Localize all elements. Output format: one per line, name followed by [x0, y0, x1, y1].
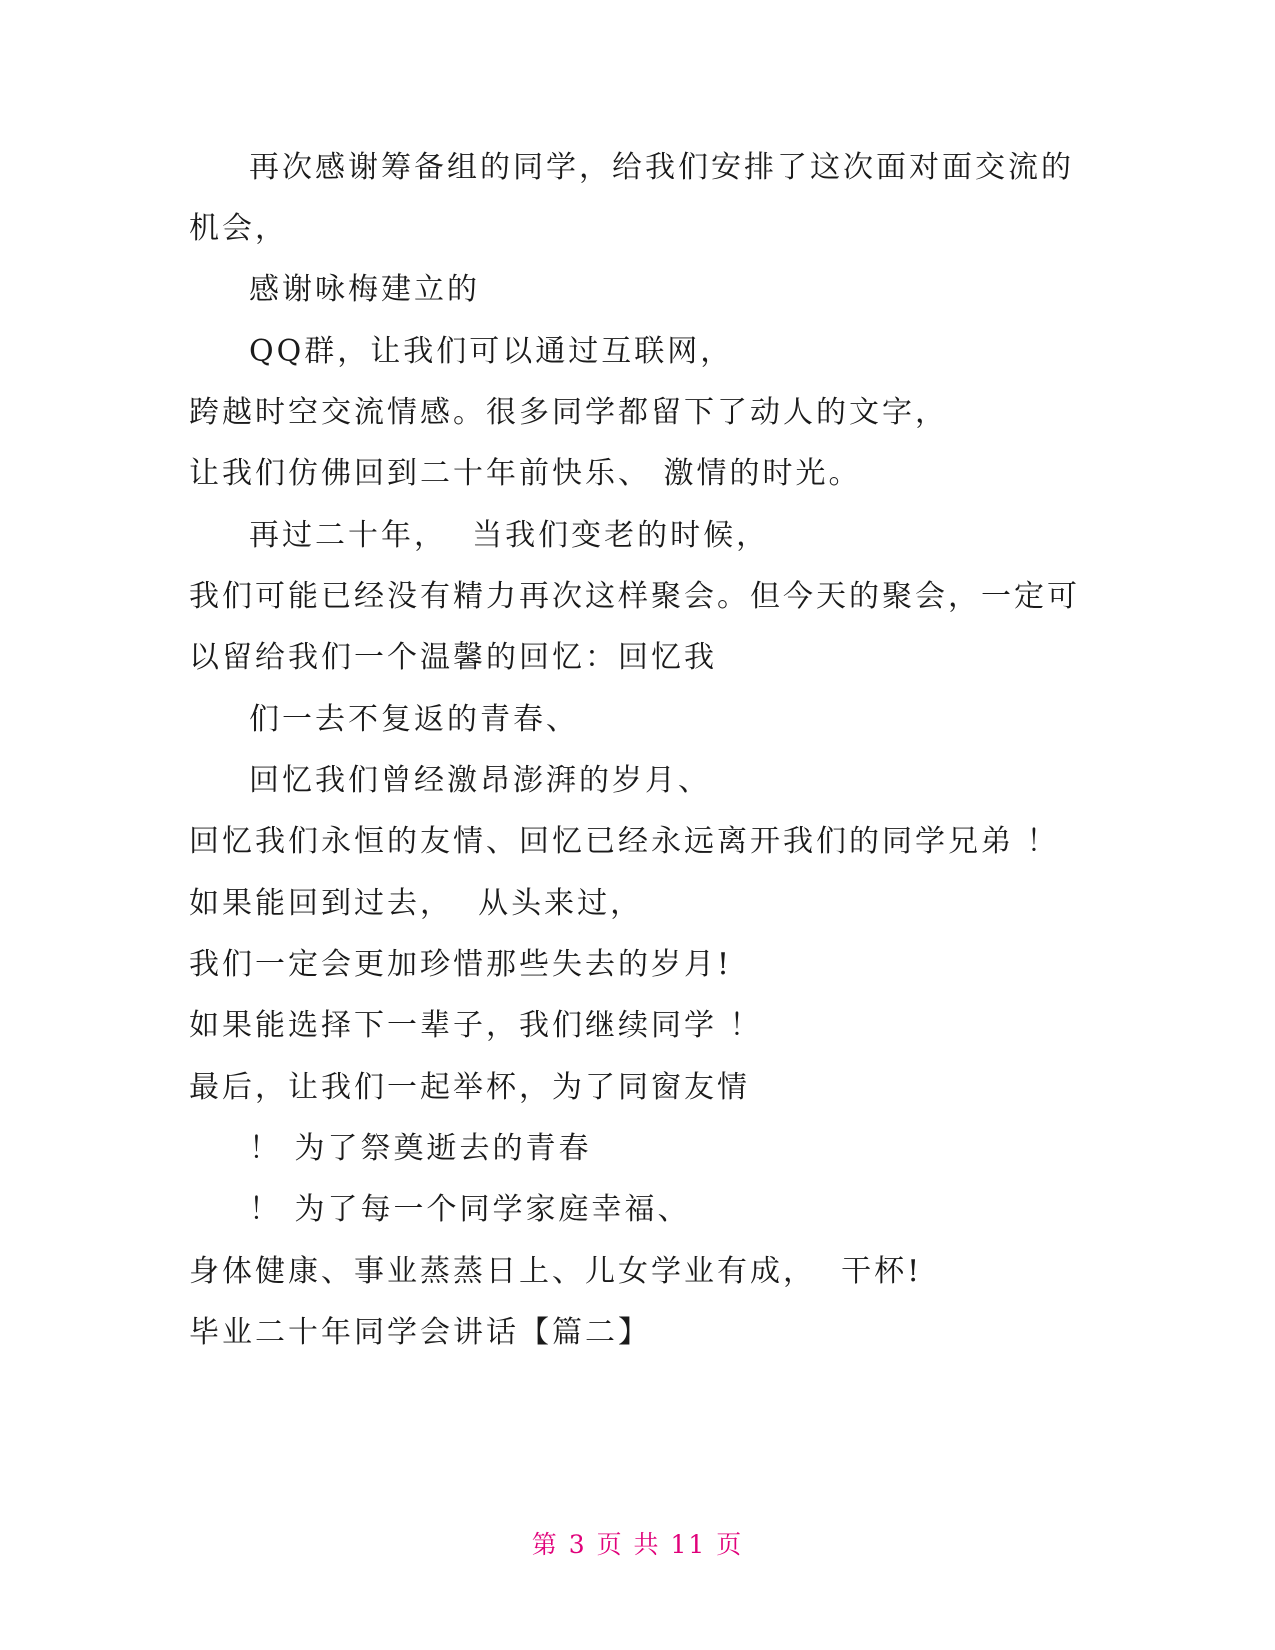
paragraph-line: ！ 为了祭奠逝去的青春 [249, 1131, 592, 1166]
paragraph-line: 机会， [189, 211, 288, 246]
paragraph-line: 让我们仿佛回到二十年前快乐、 激情的时光。 [189, 456, 862, 491]
page-number-footer: 第 3 页 共 11 页 [531, 1530, 744, 1559]
section-heading: 毕业二十年同学会讲话【篇二】 [189, 1315, 651, 1350]
paragraph-line: 我们可能已经没有精力再次这样聚会。但今天的聚会，一定可 [189, 579, 1080, 614]
paragraph-line: 跨越时空交流情感。很多同学都留下了动人的文字， [189, 395, 948, 430]
paragraph-line: 回忆我们曾经激昂澎湃的岁月、 [249, 763, 711, 798]
paragraph-line: 再过二十年， 当我们变老的时候， [249, 518, 770, 553]
paragraph-line: 回忆我们永恒的友情、回忆已经永远离开我们的同学兄弟 ！ [189, 824, 1060, 859]
paragraph-line: 以留给我们一个温馨的回忆：回忆我 [189, 640, 717, 675]
paragraph-line: 们一去不复返的青春、 [249, 702, 579, 737]
paragraph-line: 我们一定会更加珍惜那些失去的岁月! [189, 947, 733, 982]
paragraph-line: 最后，让我们一起举杯，为了同窗友情 [189, 1070, 750, 1105]
paragraph-line: 如果能选择下一辈子，我们继续同学 ！ [189, 1008, 763, 1043]
paragraph-line: QQ群，让我们可以通过互联网， [249, 334, 734, 369]
paragraph-line: ！ 为了每一个同学家庭幸福、 [249, 1192, 691, 1227]
paragraph-line: 再次感谢筹备组的同学，给我们安排了这次面对面交流的 [249, 150, 1074, 185]
paragraph-line: 身体健康、事业蒸蒸日上、儿女学业有成， 干杯! [189, 1254, 923, 1289]
paragraph-line: 如果能回到过去， 从头来过， [189, 886, 644, 921]
paragraph-line: 感谢咏梅建立的 [249, 272, 480, 307]
